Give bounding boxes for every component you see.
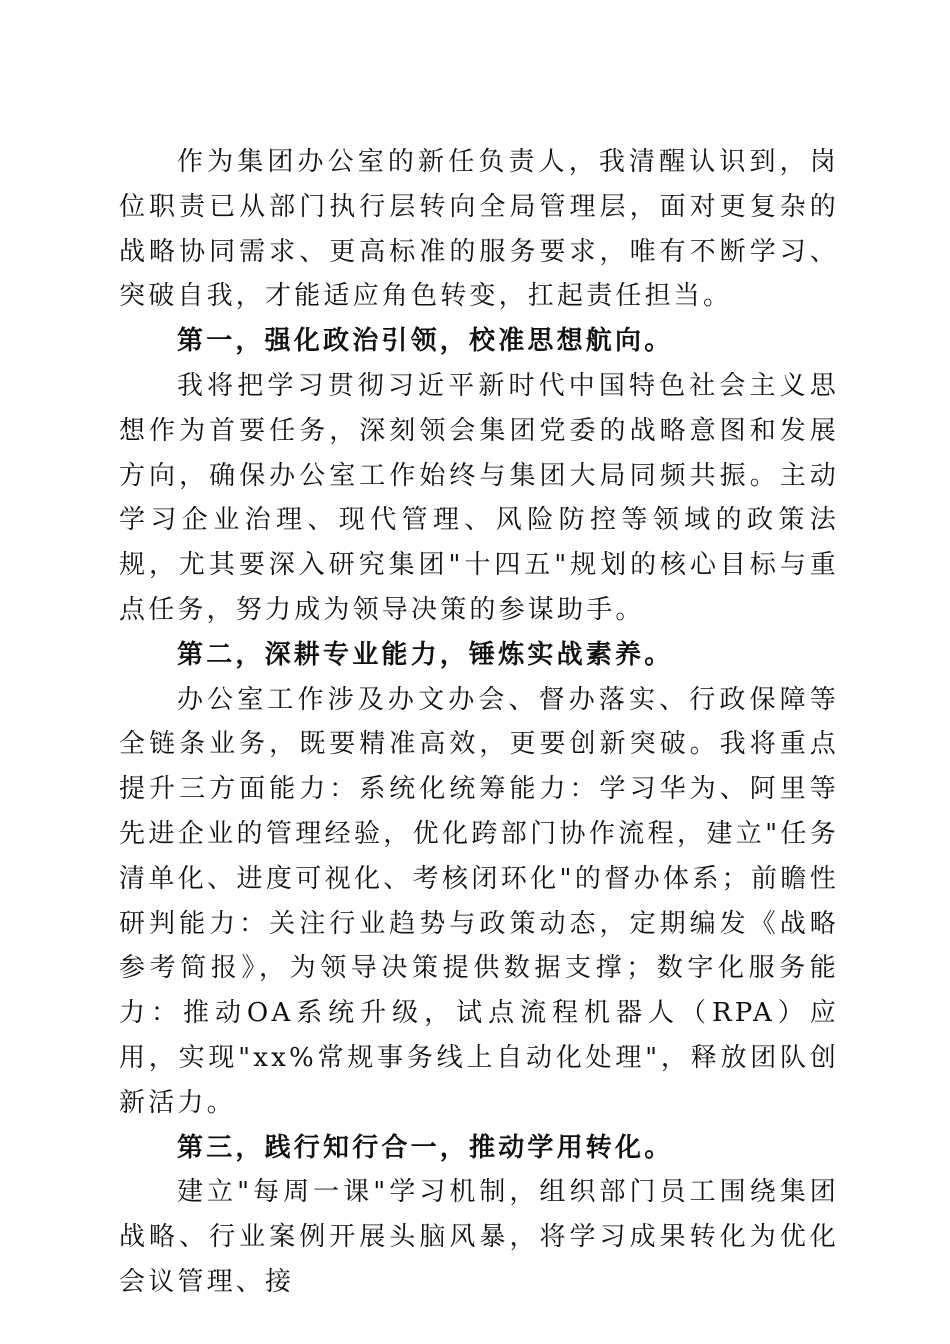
- section-1-paragraph: 我将把学习贯彻习近平新时代中国特色社会主义思想作为首要任务，深刻领会集团党委的战略意图和发展方向，确保办公室工作始终与集团大局同频共振。主动学习企业治理、现代管理、风险防控等领域的政策法规，尤其要深入研究集团"十四五"规划的核心目标与重点任务，努力成为领导决策的参谋助手。: [119, 370, 839, 625]
- intro-paragraph: 作为集团办公室的新任负责人，我清醒认识到，岗位职责已从部门执行层转向全局管理层，面对更复杂的战略协同需求、更高标准的服务要求，唯有不断学习、突破自我，才能适应角色转变，扛起责任担当。: [119, 147, 839, 312]
- section-heading-3: 第三，践行知行合一，推动学用转化。: [177, 1132, 674, 1163]
- section-heading-2: 第二，深耕专业能力，锤炼实战素养。: [177, 639, 674, 670]
- section-3-paragraph: 建立"每周一课"学习机制，组织部门员工围绕集团战略、行业案例开展头脑风暴，将学习成果转化为优化会议管理、接: [119, 1177, 839, 1297]
- section-heading-1: 第一，强化政治引领，校准思想航向。: [177, 326, 674, 357]
- document-body: [119, 140, 839, 1305]
- section-2-paragraph: 办公室工作涉及办文办会、督办落实、行政保障等全链条业务，既要精准高效，更要创新突破。我将重点提升三方面能力：系统化统筹能力：学习华为、阿里等先进企业的管理经验，优化跨部门协作流程，建立"任务清单化、进度可视化、考核闭环化"的督办体系；前瞻性研判能力：关注行业趋势与政策动态，定期编发《战略参考简报》，为领导决策提供数据支撑；数字化服务能力：推动OA系统升级，试点流程机器人（RPA）应用，实现"xx%常规事务线上自动化处理"，释放团队创新活力。: [119, 684, 839, 1118]
